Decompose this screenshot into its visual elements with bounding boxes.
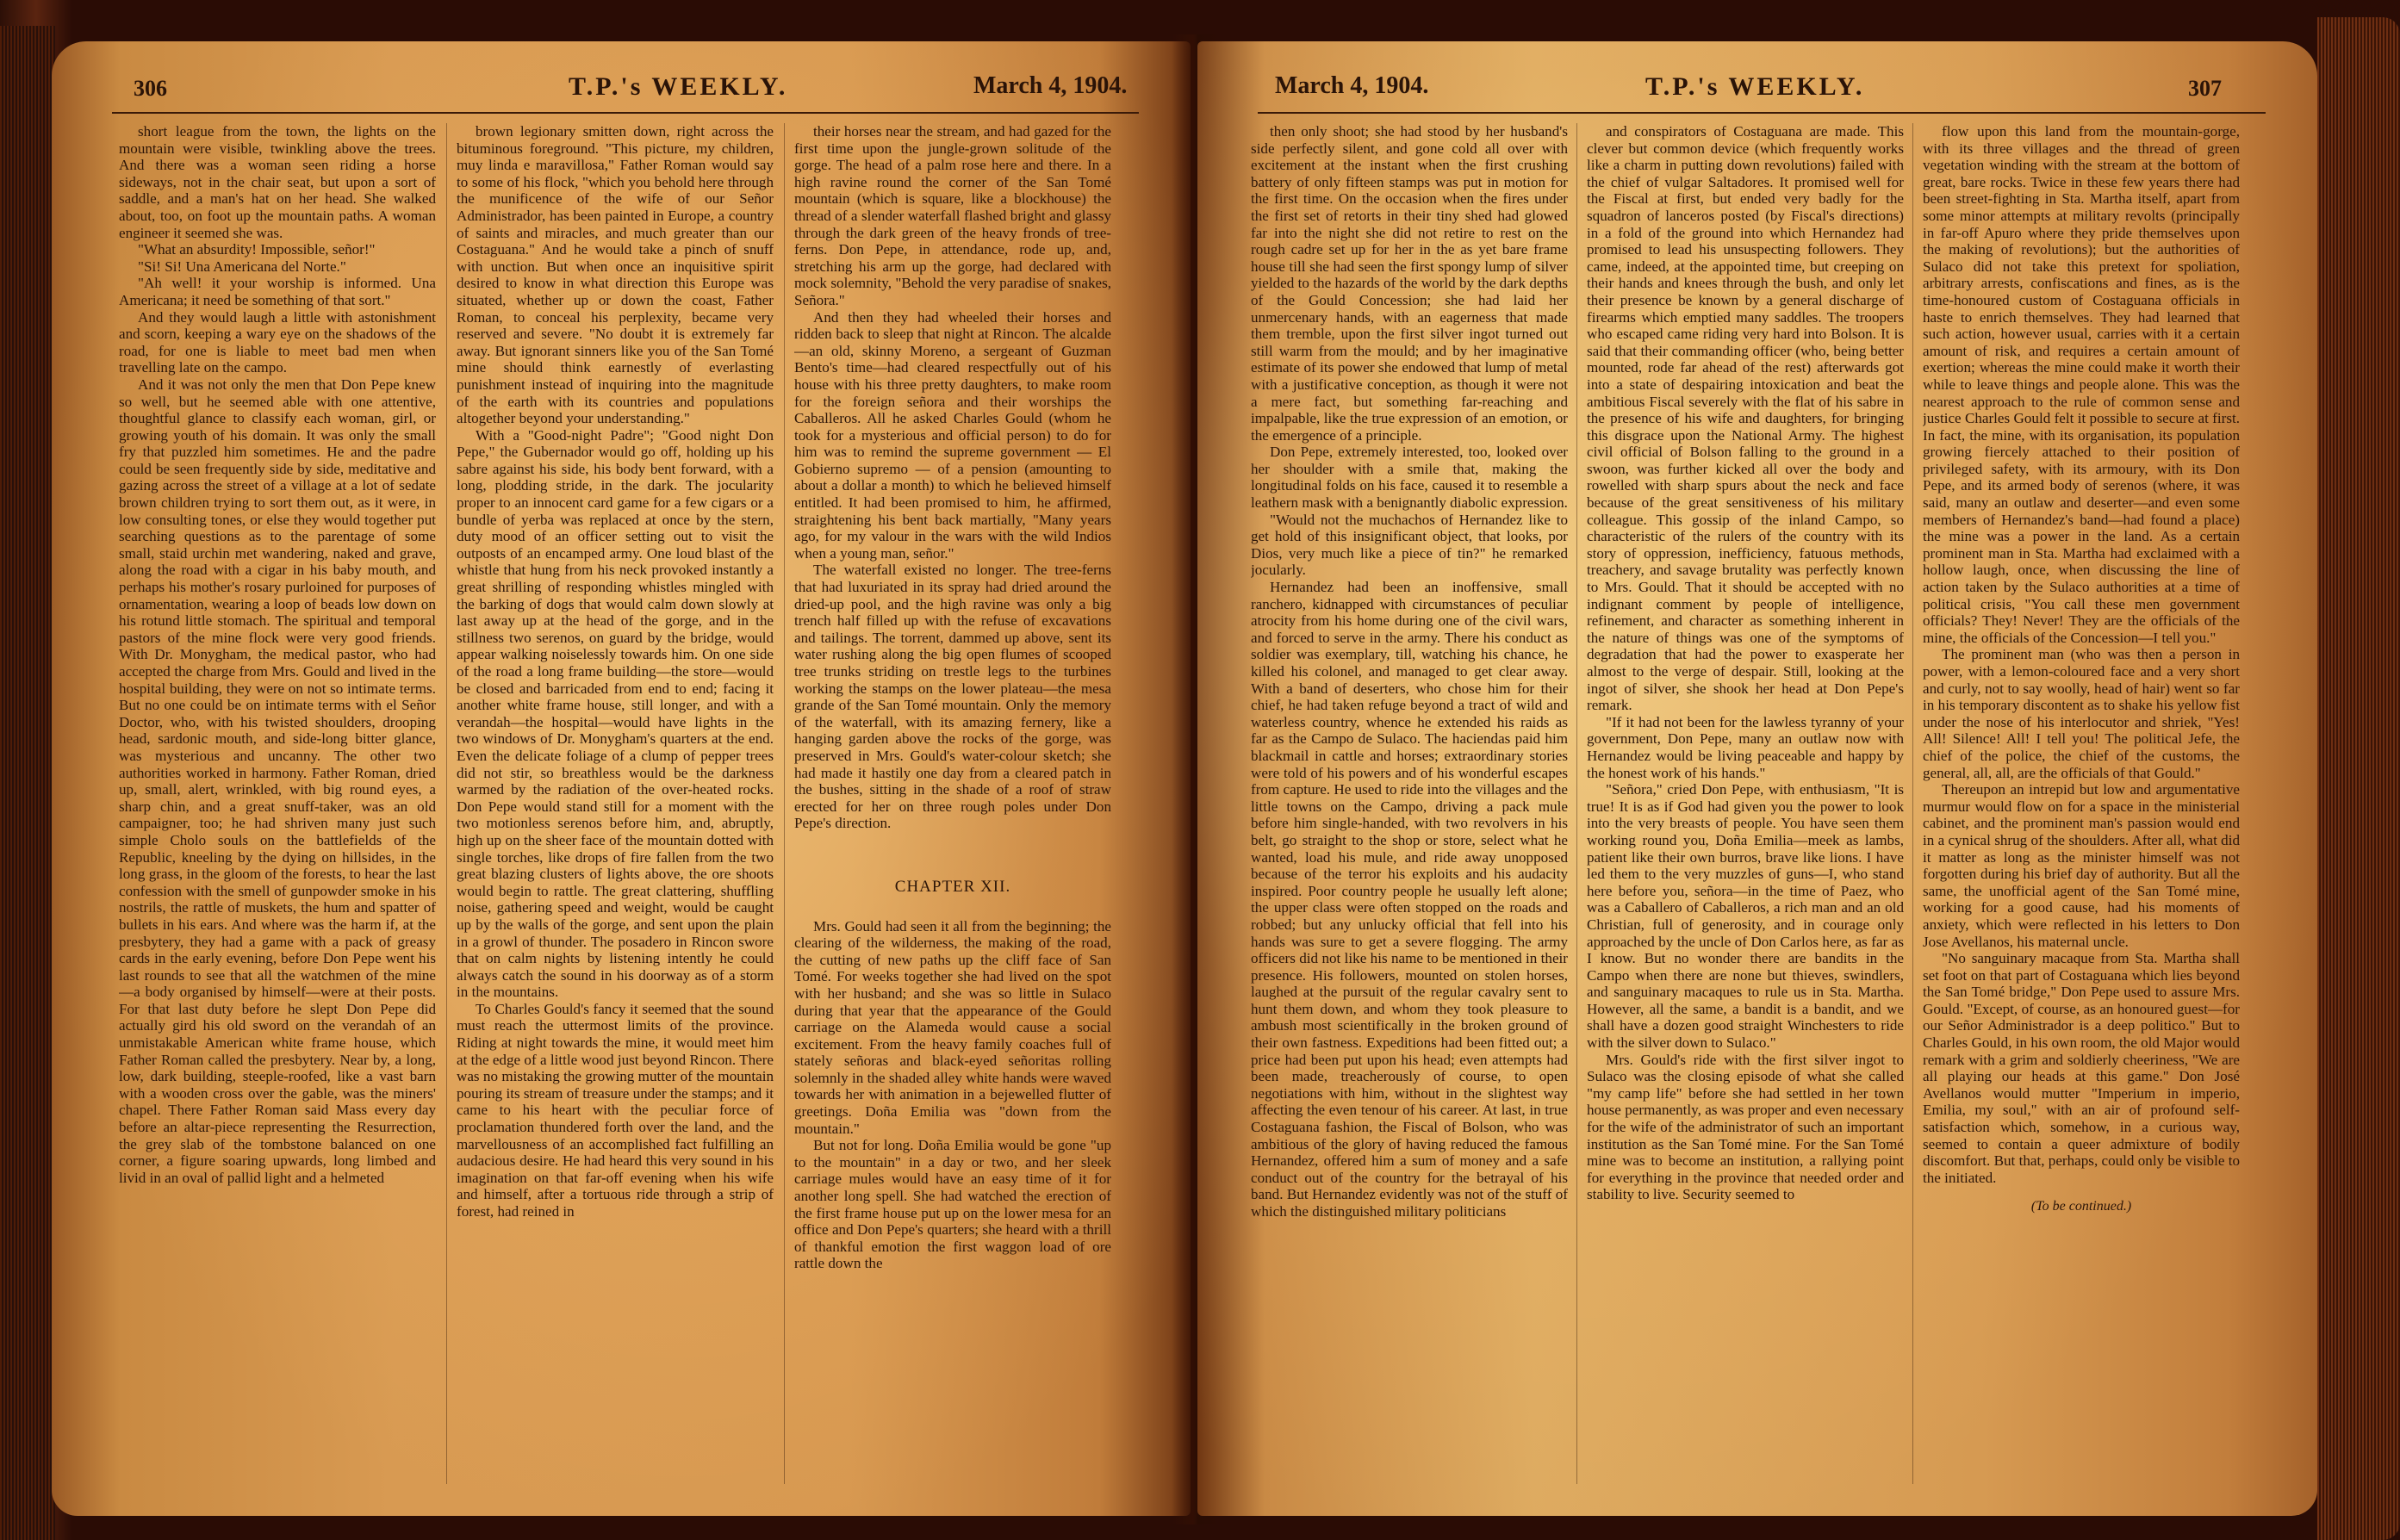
page-number: 306 bbox=[134, 76, 167, 101]
paragraph: and conspirators of Costaguana are made. This clever but common device (which frequently works like a charm in putting down revolutions) failed with the chief of vulgar Saltadores. It promised well for the Fiscal at first, but ended very badly for the squadron of lanceros posted (by Fiscal's directions) in a fold of the ground into which Hernandez had promised to lead his unsuspecting followers. They came, indeed, at the appointed time, but creeping on their hands and knees through the bush, and only let their presence be known by a general discharge of firearms which emptied many saddles. The troopers who escaped came riding very hard into Bolson. It is said that their commanding officer (who, being better mounted, rode far ahead of the rest) afterwards got into a state of despairing intoxication and beat the ambitious Fiscal severely with the flat of his sabre in the presence of his wife and daughters, for bringing this disgrace upon the National Army. The highest civil official of Bolson falling to the ground in a swoon, was further kicked all over the body and rowelled with sharp spurs about the neck and face because of the great sensitiveness of his military colleague. This gossip of the inland Campo, so characteristic of the rulers of the country with its story of oppression, inefficiency, fatuous methods, treachery, and savage brutality was perfectly known to Mrs. Gould. That it should be accepted with no indignant comment by people of intelligence, refinement, and character as something inherent in the nature of things was one of the symptoms of degradation that had the power to exasperate her almost to the verge of despair. Still, looking at the ingot of silver, she shook her head at Don Pepe's remark. bbox=[1587, 123, 1904, 714]
paragraph: The waterfall existed no longer. The tree-ferns that had luxuriated in its spray had dried around the dried-up pool, and the high ravine was only a big trench half filled up with the refuse of excavations and tailings. The torrent, dammed up above, sent its water rushing along the big open flumes of scooped tree trunks striding on trestle legs to the turbines working the stamps on the lower plateau—the mesa grande of the San Tomé mountain. Only the memory of the waterfall, with its amazing fernery, like a hanging garden above the rocks of the gorge, was preserved in Mrs. Gould's water-colour sketch; she had made it hastily one day from a cleared patch in the bushes, sitting in the shade of a roof of straw erected for her on three rough poles under Don Pepe's direction. bbox=[794, 562, 1111, 832]
left-page bbox=[52, 41, 1191, 1516]
paragraph: And then they had wheeled their horses and ridden back to sleep that night at Rincon. The alcalde—an old, skinny Moreno, a sergeant of Guzman Bento's time—had cleared respectfully out of his house with his three pretty daughters, to make room for the foreign señora and their worships the Caballeros. All he asked Charles Gould (whom he took for a mysterious and official person) to do for him was to remind the supreme government — El Gobierno supremo — of a pension (amounting to about a dollar a month) to which he believed himself entitled. It had been promised to him, he affirmed, straightening his bent back martially, "Many years ago, for my valour in the wars with the wild Indios when a young man, señor." bbox=[794, 308, 1111, 562]
text-column bbox=[794, 123, 1111, 1501]
paragraph: "No sanguinary macaque from Sta. Martha shall set foot on that part of Costaguana which lies beyond the San Tomé bridge," Don Pepe used to assure Mrs. Gould. "Except, of course, as an honoured guest—for our Señor Administrador is a deep politico." But to Charles Gould, in his own room, the old Major would remark with a grim and soldierly cheeriness, "We are all playing our heads at this game." Don José Avellanos would mutter "Imperium in imperio, Emilia, my soul," with an air of profound self-satisfaction which, somehow, in a curious way, seemed to contain a queer admixture of bodily discomfort. But that, perhaps, could only be visible to the initiated. bbox=[1923, 950, 2240, 1186]
publication-title: T.P.'s WEEKLY. bbox=[569, 72, 788, 101]
page-number: 307 bbox=[2188, 76, 2222, 101]
left-page-header bbox=[52, 72, 1191, 110]
paragraph: The prominent man (who was then a person in power, with a lemon-coloured face and a very short and curly, not to say woolly, head of hair) went so far in his temporary discontent as to shake his yellow fist under the nose of his interlocutor and shriek, "Yes! All! Silence! All! I tell you! The political Jefe, the chief of the police, the chief of the customs, the general, all, all, are the officials of that Gould." bbox=[1923, 646, 2240, 781]
chapter-heading: CHAPTER XII. bbox=[894, 877, 1011, 896]
book-page-edges-right bbox=[2317, 17, 2400, 1540]
paragraph: But not for long. Doña Emilia would be gone "up to the mountain" in a day or two, and her sleek carriage mules would have an easy time of it for another long spell. She had watched the erection of the first frame house put up on the lower mesa for an office and Don Pepe's quarters; she heard with a thrill of thankful emotion the first waggon load of ore rattle down the bbox=[794, 1137, 1111, 1272]
header-rule bbox=[1258, 112, 2266, 114]
paragraph: then only shoot; she had stood by her husband's side perfectly silent, and gone cold all over with excitement at the instant when the first crushing battery of only fifteen stamps was put in motion for the first time. On the occasion when the fires under the first set of retorts in their tiny shed had glowed far into the night she did not retire to rest on the rough cadre set up for her in the as yet bare frame house till she had seen the first spongy lump of silver yielded to the hazards of the world by the dark depths of the Gould Concession; she had laid her unmercenary hands, with an eagerness that made them tremble, upon the first silver ingot turned out still warm from the mould; and by her imaginative estimate of its power she endowed that lump of metal with a justificative conception, as though it were not a mere fact, but something far-reaching and impalpable, like the true expression of an emotion, or the emergence of a principle. bbox=[1251, 123, 1568, 444]
paragraph: Mrs. Gould had seen it all from the beginning; the clearing of the wilderness, the making of the road, the cutting of new paths up the cliff face of San Tomé. For weeks together she had lived on the spot with her husband; and she was so little in Sulaco during that year that the appearance of the Gould carriage on the Alameda would cause a social excitement. From the heavy family coaches full of stately señoras and black-eyed señoritas rolling solemnly in the shaded alley white hands were waved towards her with animation in a bejewelled flutter of greetings. Doña Emilia was "down from the mountain." bbox=[794, 917, 1111, 1137]
paragraph: And it was not only the men that Don Pepe knew so well, but he seemed able with one attentive, thoughtful glance to classify each woman, girl, or growing youth of his domain. It was only the small fry that puzzled him sometimes. He and the padre could be seen frequently side by side, meditative and gazing across the street of a village at a lot of sedate brown children trying to sort them out, as it were, in low consulting tones, or else they would together put searching questions as to the parentage of some small, staid urchin met wandering, naked and grave, along the road with a cigar in his baby mouth, and perhaps his mother's rosary purloined for purposes of ornamentation, wearing a loop of beads low down on his rotund little stomach. The spiritual and temporal pastors of the mine flock were very good friends. With Dr. Monygham, the medical pastor, who had accepted the charge from Mrs. Gould and lived in the hospital building, they were on not so intimate terms. But no one could be on intimate terms with el Señor Doctor, who, with his twisted shoulders, drooping head, sardonic mouth, and side-long bitter glance, was mysterious and uncanny. The other two authorities worked in harmony. Father Roman, dried up, small, alert, wrinkled, with big round eyes, a sharp chin, and a great snuff-taker, was an old campaigner, too; he had shriven many just such simple Cholo souls on the battlefields of the Republic, kneeling by the dying on hillsides, in the long grass, in the gloom of the forests, to hear the last confession with the smell of gunpowder smoke in his nostrils, the rattle of muskets, the hum and spatter of bullets in his ears. And where was the harm if, at the presbytery, they had a game with a pack of greasy cards in the early evening, before Don Pepe went his last rounds to see that all the watchmen of the mine—a body organised by himself—were at their posts. For that last duty before he slept Don Pepe did actually gird his old sword on the verandah of an unmistakable American white frame house, which Father Roman called the presbytery. Near by, a long, low, dark building, steeple-roofed, like a vast barn with a wooden cross over the gable, was the miners' chapel. There Father Roman said Mass every day before an altar-piece representing the Resurrection, the grey slab of the tombstone balanced on one corner, a figure soaring upwards, long limbed and livid in an oval of pallid light and a helmeted bbox=[119, 376, 436, 1186]
paragraph: "Si! Si! Una Americana del Norte." bbox=[138, 258, 346, 275]
paragraph: And they would laugh a little with astonishment and scorn, keeping a wary eye on the shadows of the road, for one is liable to meet bad men when travelling late on the campo. bbox=[119, 308, 436, 376]
header-rule bbox=[112, 112, 1139, 114]
column-divider bbox=[784, 123, 785, 1484]
column-divider bbox=[1912, 123, 1913, 1484]
text-column bbox=[457, 123, 774, 1501]
text-column bbox=[119, 123, 436, 1501]
paragraph: With a "Good-night Padre"; "Good night Don Pepe," the Gubernador would go off, holding up his sabre against his side, his body bent forward, with a long, plodding stride, in the dark. The jocularity proper to an innocent card game for a few cigars or a bundle of yerba was replaced at once by the stern, duty mood of an officer setting out to visit the outposts of an encamped army. One loud blast of the whistle that hung from his neck provoked instantly a great shrilling of responding whistles mingled with the barking of dogs that would calm down slowly at last away up at the head of the gorge, and in the stillness two serenos, on guard by the bridge, would appear walking noiselessly towards him. On one side of the road a long frame building—the store—would be closed and barricaded from end to end; facing it another white frame house, still longer, and with a verandah—the hospital—would have lights in the two windows of Dr. Monygham's quarters at the end. Even the delicate foliage of a clump of pepper trees did not stir, so breathless would be the darkness warmed by the radiation of the over-heated rocks. Don Pepe would stand still for a moment with the two motionless serenos before him, and, abruptly, high up on the sheer face of the mountain dotted with single torches, like drops of fire fallen from the two great blazing clusters of lights above, the ore shoots would begin to rattle. The great clattering, shuffling noise, gathering speed and weight, would be caught up by the walls of the gorge, and sent upon the plain in a growl of thunder. The posadero in Rincon swore that on calm nights by listening intently he could always catch the sound in his doorway as of a storm in the mountains. bbox=[457, 426, 774, 1001]
paragraph: short league from the town, the lights on the mountain were visible, twinkling above the trees. And there was a woman seen riding a horse sideways, not in the chair seat, but upon a sort of saddle, and a man's hat on her head. She walked about, too, on foot up the mountain paths. A woman engineer it seemed she was. bbox=[119, 123, 436, 241]
text-column bbox=[1587, 123, 1904, 1501]
continued-note: (To be continued.) bbox=[2030, 1199, 2132, 1214]
paragraph: Don Pepe, extremely interested, too, looked over her shoulder with a smile that, making the longitudinal folds on his face, caused it to resemble a leathern mask with a benignantly diabolic expression. bbox=[1251, 444, 1568, 512]
paragraph: "If it had not been for the lawless tyranny of your government, Don Pepe, many an outlaw now with Hernandez would be living peaceable and happy by the honest work of his hands." bbox=[1587, 713, 1904, 781]
column-divider bbox=[1576, 123, 1577, 1484]
paragraph: "What an absurdity! Impossible, señor!" bbox=[138, 241, 376, 258]
paragraph: "Ah well! it your worship is informed. Una Americana; it need be something of that sort." bbox=[119, 275, 436, 308]
text-column bbox=[1923, 123, 2240, 1501]
right-page-header bbox=[1197, 72, 2317, 110]
paragraph: brown legionary smitten down, right across the bituminous foreground. "This picture, my children, muy linda e maravillosa," Father Roman would say to some of his flock, "which you behold here through the munificence of the wife of our Señor Administrador, has been painted in Europe, a country of saints and miracles, and much greater than our Costaguana." And he would take a pinch of snuff with unction. But when once an inquisitive spirit desired to know in what direction this Europe was situated, whether up or down the coast, Father Roman, to conceal his perplexity, became very reserved and severe. "No doubt it is extremely far away. But ignorant sinners like you of the San Tomé mine should think earnestly of everlasting punishment instead of inquiring into the magnitude of the earth with its countries and populations altogether beyond your understanding." bbox=[457, 123, 774, 427]
paragraph: To Charles Gould's fancy it seemed that the sound must reach the uttermost limits of the province. Riding at night towards the mine, it would meet him at the edge of a little wood just beyond Rincon. There was no mistaking the growing mutter of the mountain pouring its stream of treasure under the stamps; and it came to his heart with the peculiar force of proclamation thundered forth over the land, and the marvellousness of an accomplished fact fulfilling an audacious desire. He had heard this very sound in his imagination on that far-off evening when his wife and himself, after a tortuous ride through a strip of forest, had reined in bbox=[457, 1000, 774, 1220]
book-page-edges-left bbox=[0, 26, 55, 1540]
column-divider bbox=[446, 123, 447, 1484]
issue-date: March 4, 1904. bbox=[973, 72, 1128, 99]
paragraph: their horses near the stream, and had gazed for the first time upon the jungle-grown solitude of the gorge. The head of a palm rose here and there. In a high ravine round the corner of the San Tomé mountain (which is square, like a blockhouse) the thread of a slender waterfall flashed bright and glassy through the dark green of the heavy fronds of tree-ferns. Don Pepe, in attendance, rode up, and, stretching his arm up the gorge, had declared with mock solemnity, "Behold the very paradise of snakes, Señora." bbox=[794, 123, 1111, 308]
right-page bbox=[1197, 41, 2317, 1516]
paragraph: "Señora," cried Don Pepe, with enthusiasm, "It is true! It is as if God had given you the power to look into the very breasts of people. You have seen them working round you, Doña Emilia—meek as lambs, patient like their own burros, brave like lions. I have led them to the very muzzles of guns—I, who stand here before you, señora—in the time of Paez, who was a Caballero of Caballeros, a rich man and an old Christian, full of generosity, and in courage only approached by the uncle of Don Carlos here, as far as I know. But no wonder there are bandits in the Campo when there are none but thieves, swindlers, and sanguinary macaques to rule us in Sta. Martha. However, all the same, a bandit is a bandit, and we shall have a dozen good straight Winchesters to ride with the silver down to Sulaco." bbox=[1587, 781, 1904, 1052]
paragraph: "Would not the muchachos of Hernandez like to get hold of this insignificant object, that looks, por Dios, very much like a piece of tin?" he remarked jocularly. bbox=[1251, 511, 1568, 579]
paragraph: Mrs. Gould's ride with the first silver ingot to Sulaco was the closing episode of what she called "my camp life" before she had settled in her town house permanently, as was proper and even necessary for the wife of the administrator of such an important institution as the San Tomé mine. For the San Tomé mine was to become an institution, a rallying point for everything in the province that needed order and stability to live. Security seemed to bbox=[1587, 1051, 1904, 1203]
publication-title: T.P.'s WEEKLY. bbox=[1645, 72, 1865, 101]
paragraph: Thereupon an intrepid but low and argumentative murmur would flow on for a space in the ministerial cabinet, and the prominent man's passion would end in a cynical shrug of the shoulders. After all, what did it matter as long as the minister himself was not forgotten during his brief day of authority. But all the same, the unofficial agent of the San Tomé mine, working for a good cause, had his moments of anxiety, which were reflected in his letters to Don Jose Avellanos, his maternal uncle. bbox=[1923, 781, 2240, 950]
issue-date: March 4, 1904. bbox=[1275, 72, 1429, 99]
paragraph: flow upon this land from the mountain-gorge, with its three villages and the thread of green vegetation winding with the stream at the bottom of great, bare rocks. Twice in these few years there had been street-fighting in Sta. Martha itself, apart from some minor attempts at military revolts (principally in far-off Apuro where they pride themselves upon the making of revolutions); but the authorities of Sulaco did not take this pretext for spoliation, arbitrary arrests, confiscations and fines, as is the time-honoured custom of Costaguana officials in haste to enrich themselves. They had learned that such action, however usual, carries with it a certain amount of risk, and requires a certain amount of exertion; whereas the mine could make it worth their while to leave things and people alone. This was the nearest approach to the rule of common sense and justice Charles Gould felt it possible to secure at first. In fact, the mine, with its organisation, its population growing fiercely attached to their position of privileged safety, with its armoury, with its Don Pepe, and its armed body of serenos (where, it was said, many an outlaw and deserter—and even some members of Hernandez's band—had found a place) the mine was a power in the land. As a certain prominent man in Sta. Martha had exclaimed with a hollow laugh, once, when discussing the line of action taken by the Sulaco authorities at a time of political crisis, "You call these men government officials? They! Never! They are the officials of the mine, the officials of the Concession—I tell you." bbox=[1923, 123, 2240, 646]
text-column bbox=[1251, 123, 1568, 1501]
paragraph: Hernandez had been an inoffensive, small ranchero, kidnapped with circumstances of peculiar atrocity from his home during one of the civil wars, and forced to serve in the army. There his conduct as soldier was exemplary, till, watching his chance, he killed his colonel, and managed to get clear away. With a band of deserters, who chose him for their chief, he had taken refuge beyond a tract of wild and waterless country, whence he extended his raids as far as the Campo de Sulaco. The haciendas paid him blackmail in cattle and horses; extraordinary stories were told of his powers and of his wonderful escapes from capture. He used to ride into the villages and the little towns on the Campo, driving a pack mule before him single-handed, with two revolvers in his belt, go straight to the shop or store, select what he wanted, load his mule, and ride away unopposed because of the terror his exploits and his audacity inspired. Poor country people he usually left alone; the upper class were often stopped on the roads and robbed; but any unlucky official that fell into his hands was sure to get a severe flogging. The army officers did not like his name to be mentioned in their presence. His followers, mounted on stolen horses, laughed at the pursuit of the regular cavalry sent to hunt them down, and whom they took pleasure to ambush most scientifically in the broken ground of their own fastness. Expeditions had been fitted out; a price had been put upon his head; even attempts had been made, treacherously of course, to open negotiations with him, without in the slightest way affecting the even tenour of his career. At last, in true Costaguana fashion, the Fiscal of Bolson, who was ambitious of the glory of having reduced the famous Hernandez, offered him a sum of money and a safe conduct out of the country for the betrayal of his band. But Hernandez evidently was not of the stuff of which the distinguished military politicians bbox=[1251, 579, 1568, 1220]
